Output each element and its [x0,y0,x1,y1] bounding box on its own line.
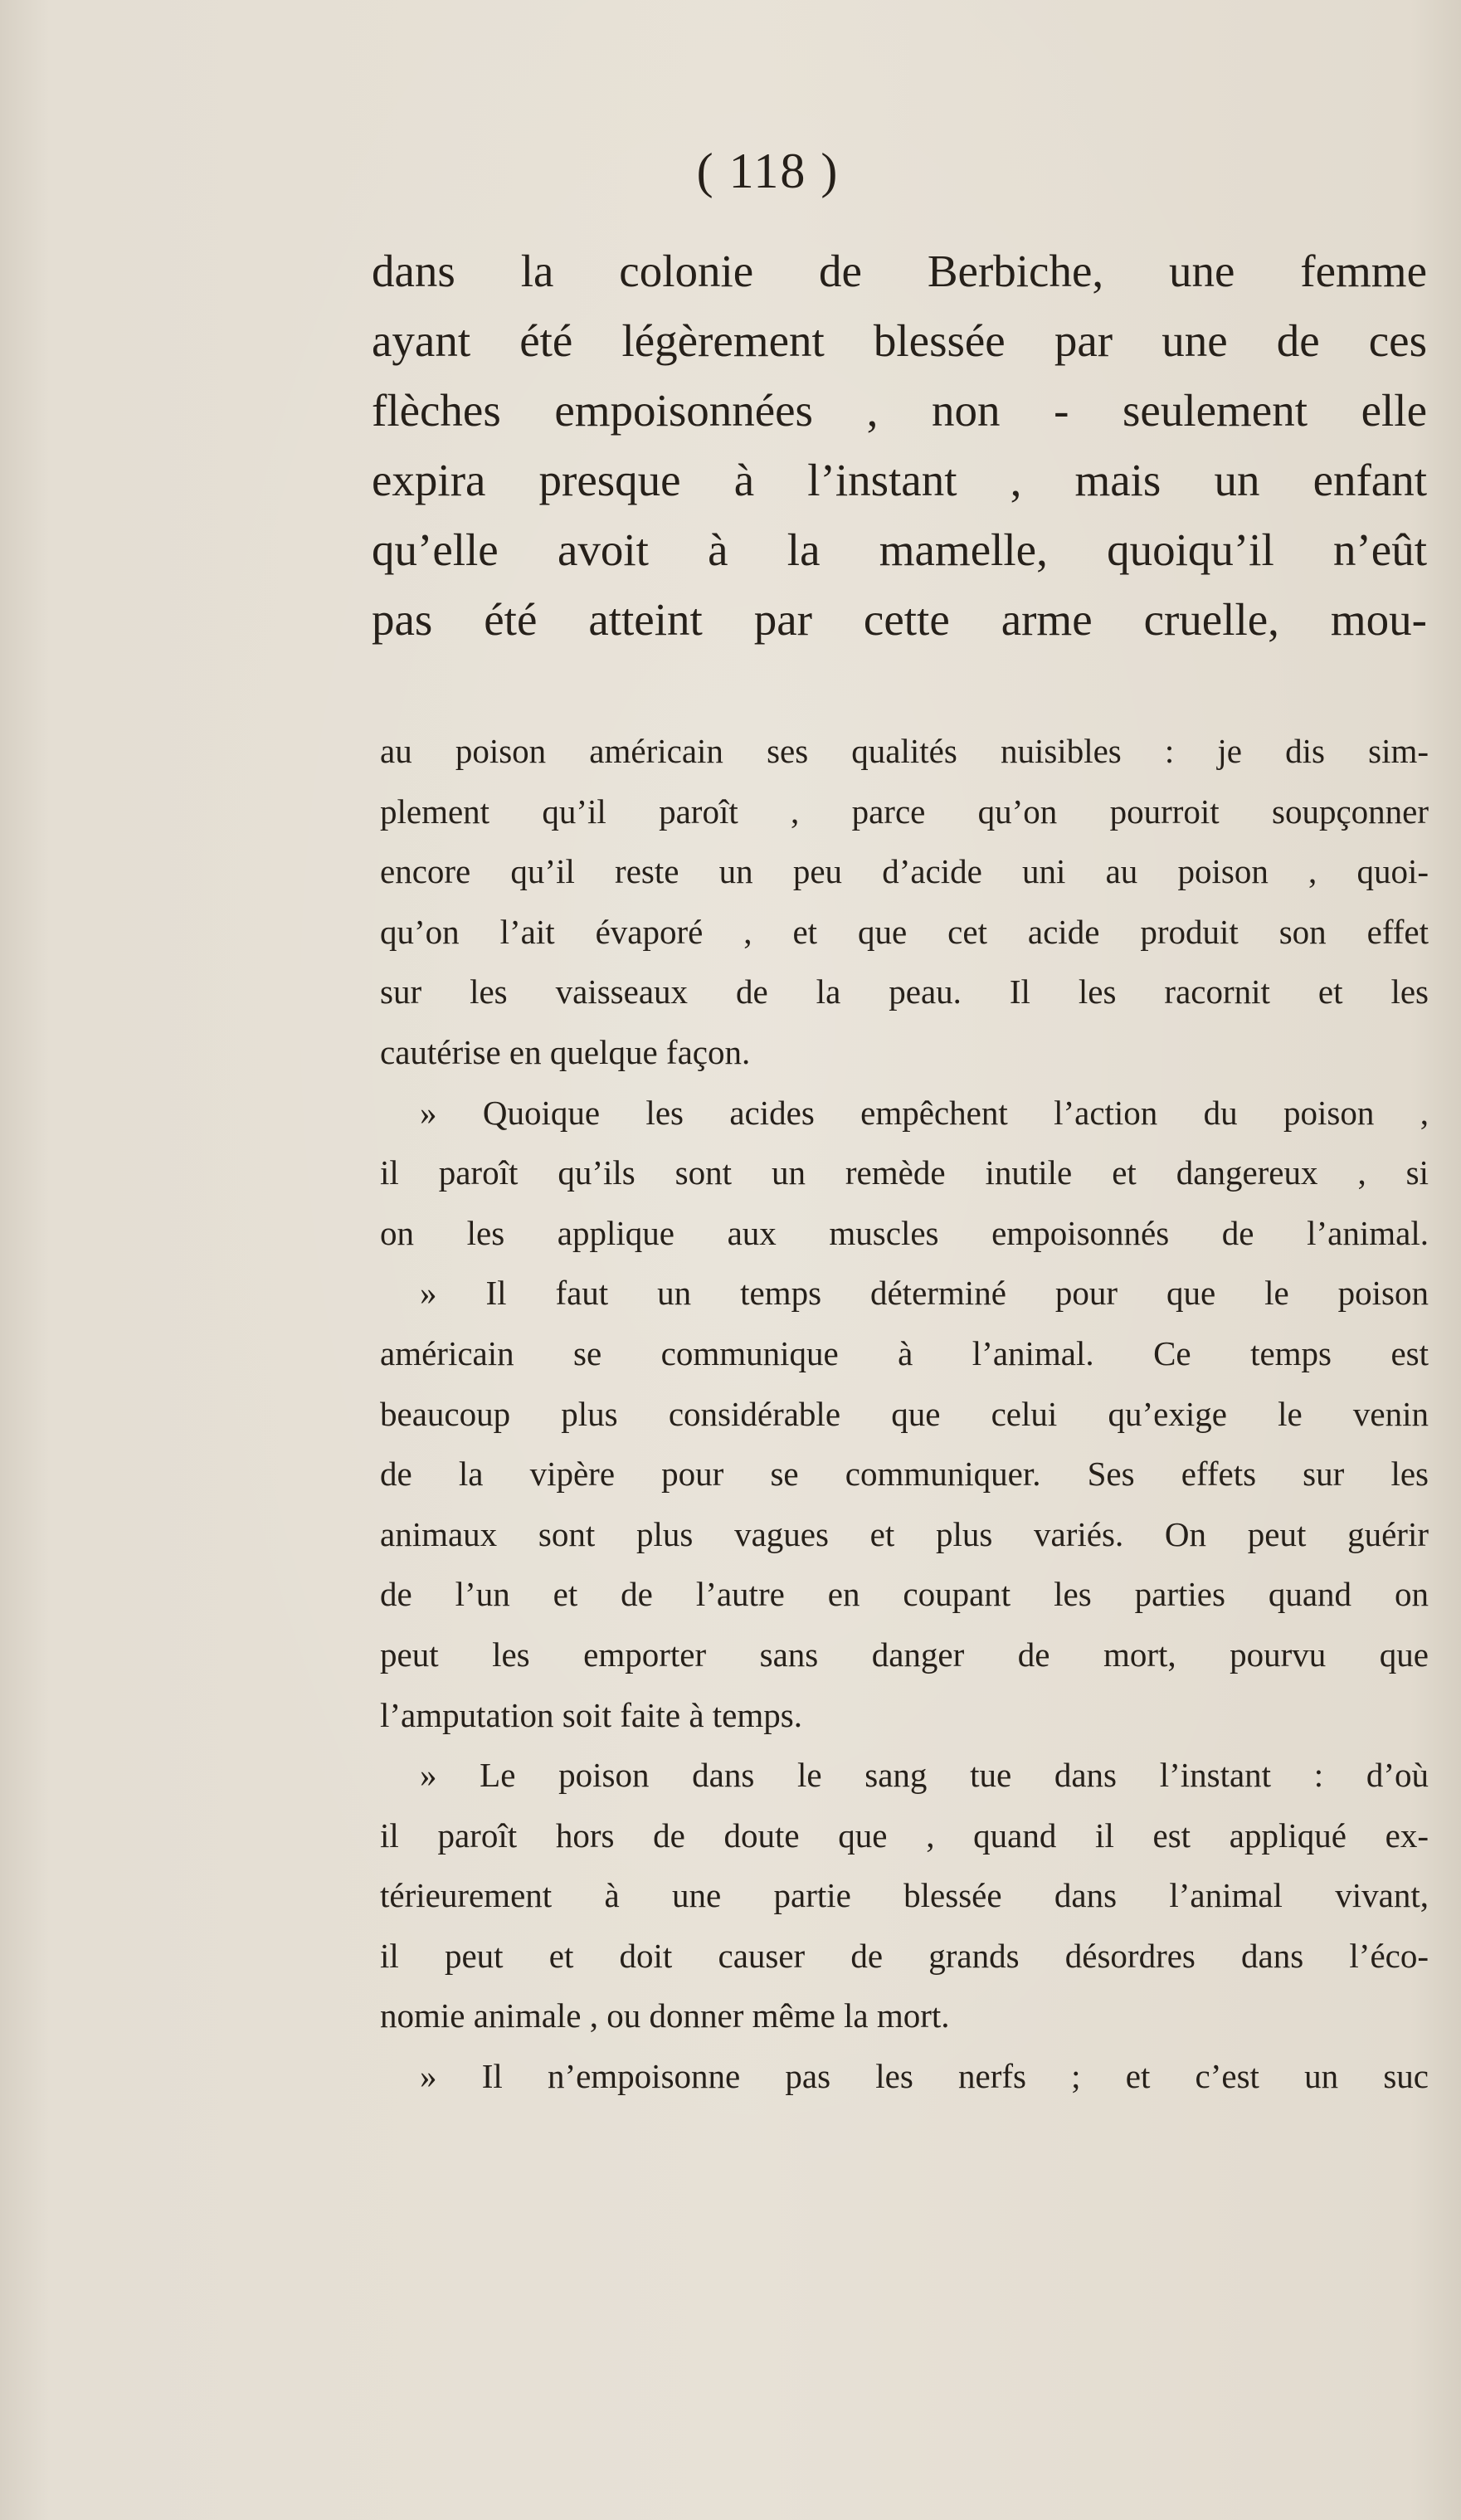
footnote-line: de la vipère pour se communiquer. Ses effets sur les [380,1455,1429,1494]
footnote-line: américain se communique à l’animal. Ce temps est [380,1333,1429,1372]
main-text-line: pas été atteint par cette arme cruelle, mou- [372,594,1427,645]
footnote-text [380,721,1429,2107]
footnote-line: il paroît qu’ils sont un remède inutile et dangereux , si [380,1153,1429,1192]
main-text-line: ayant été légèrement blessée par une de ces [372,315,1427,366]
footnote-line: » Il faut un temps déterminé pour que le poison [420,1274,1429,1313]
footnote-line: il paroît hors de doute que , quand il est appliqué ex- [380,1816,1429,1855]
footnote-line: au poison américain ses qualités nuisibles : je dis sim- [380,732,1429,770]
main-text-line: expira presque à l’instant , mais un enfant [372,455,1427,505]
footnote-line: il peut et doit causer de grands désordres dans l’éco- [380,1936,1429,1975]
footnote-line: » Quoique les acides empêchent l’action du poison , [420,1093,1429,1132]
footnote-line: » Il n’empoisonne pas les nerfs ; et c’est un suc [420,2057,1429,2096]
footnote-line: sur les vaisseaux de la peau. Il les racornit et les [380,972,1429,1011]
footnote-line: on les applique aux muscles empoisonnés de l’animal. [380,1213,1429,1252]
main-text-line: dans la colonie de Berbiche, une femme [372,246,1427,296]
footnote-line: térieurement à une partie blessée dans l’animal vivant, [380,1876,1429,1915]
footnote-line: peut les emporter sans danger de mort, pourvu que [380,1635,1429,1674]
main-text-line: qu’elle avoit à la mamelle, quoiqu’il n’eût [372,524,1427,575]
footnote-line: de l’un et de l’autre en coupant les parties quand on [380,1575,1429,1614]
footnote-line: qu’on l’ait évaporé , et que cet acide produit son effet [380,912,1429,951]
footnote-line: plement qu’il paroît , parce qu’on pourroit soupçonner [380,792,1429,831]
main-text [372,236,1427,655]
footnote-line: nomie animale , ou donner même la mort. [380,1996,950,2035]
footnote-line: animaux sont plus vagues et plus variés. On peut guérir [380,1514,1429,1553]
footnote-line: cautérise en quelque façon. [380,1032,751,1071]
footnote-line: encore qu’il reste un peu d’acide uni au poison , quoi- [380,852,1429,891]
footnote-line: » Le poison dans le sang tue dans l’instant : d’où [420,1756,1429,1795]
footnote-line: beaucoup plus considérable que celui qu’exige le venin [380,1394,1429,1433]
footnote-line: l’amputation soit faite à temps. [380,1695,802,1734]
main-text-line: flèches empoisonnées , non - seulement elle [372,385,1427,436]
page-number: ( 118 ) [696,144,840,198]
